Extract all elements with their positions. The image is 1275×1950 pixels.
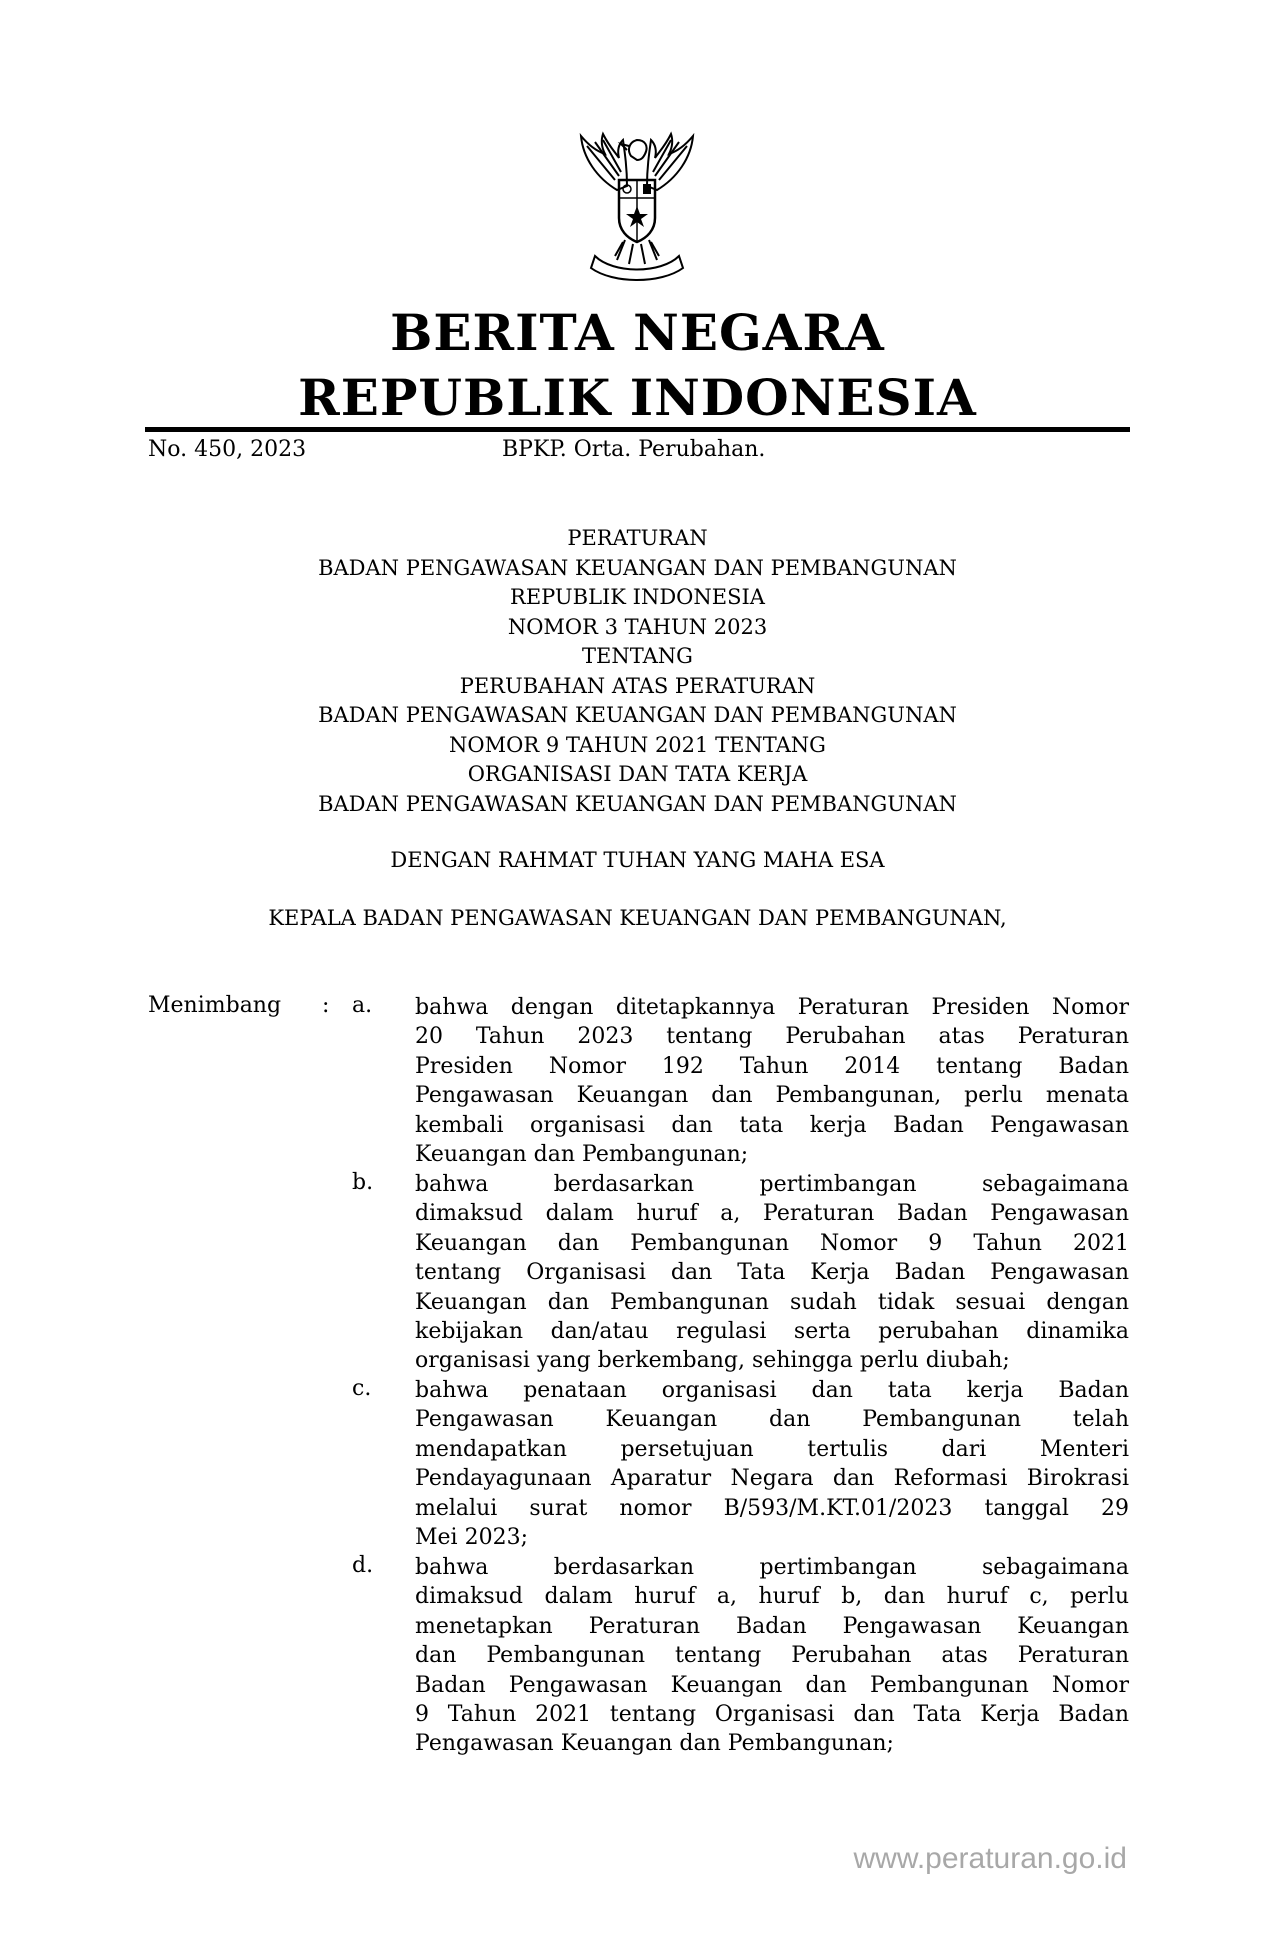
item-line: menetapkan Peraturan Badan Pengawasan Keuangan [415, 1613, 1129, 1639]
item-line: Badan Pengawasan Keuangan dan Pembangunan Nomor [415, 1672, 1129, 1698]
item-letter-c: c. [352, 1376, 372, 1401]
item-line: Presiden Nomor 192 Tahun 2014 tentang Badan [415, 1053, 1129, 1079]
item-line: tentang Organisasi dan Tata Kerja Badan Pengawasan [415, 1260, 1129, 1286]
item-line: bahwa berdasarkan pertimbangan sebagaimana [415, 1555, 1129, 1580]
title-line: PERATURAN [567, 526, 708, 550]
masthead-title-line1: BERITA NEGARA [390, 303, 885, 362]
title-line: NOMOR 3 TAHUN 2023 [507, 614, 768, 639]
item-line: Keuangan dan Pembangunan; [415, 1142, 749, 1168]
item-line: melalui surat nomor B/593/M.KT.01/2023 tanggal 29 [415, 1495, 1129, 1521]
consideration-item-a [415, 993, 1129, 1169]
item-letter-b: b. [352, 1170, 374, 1195]
item-line: Mei 2023; [415, 1525, 528, 1551]
consideration-item-c [415, 1376, 1129, 1552]
blessing-line: DENGAN RAHMAT TUHAN YANG MAHA ESA [390, 848, 885, 872]
item-line: Pengawasan Keuangan dan Pembangunan telah [415, 1407, 1129, 1433]
item-line: 20 Tahun 2023 tentang Perubahan atas Peraturan [415, 1024, 1129, 1050]
item-line: dan Pembangunan tentang Perubahan atas Peraturan [415, 1643, 1129, 1669]
title-line: BADAN PENGAWASAN KEUANGAN DAN PEMBANGUNAN [318, 703, 957, 727]
item-line: kembali organisasi dan tata kerja Badan Pengawasan [415, 1112, 1129, 1138]
authority-line: KEPALA BADAN PENGAWASAN KEUANGAN DAN PEMBANGUNAN, [268, 906, 1007, 930]
item-line: bahwa penataan organisasi dan tata kerja Badan [415, 1378, 1129, 1403]
item-line: Keuangan dan Pembangunan Nomor 9 Tahun 2021 [415, 1230, 1129, 1256]
item-line: 9 Tahun 2021 tentang Organisasi dan Tata Kerja Badan [415, 1702, 1129, 1728]
item-line: Pendayagunaan Aparatur Negara dan Reformasi Birokrasi [415, 1466, 1129, 1492]
title-line: BADAN PENGAWASAN KEUANGAN DAN PEMBANGUNAN [318, 555, 957, 580]
source-url: www.peraturan.go.id [853, 1842, 1127, 1875]
title-line: NOMOR 9 TAHUN 2021 TENTANG [449, 732, 826, 757]
item-line: mendapatkan persetujuan tertulis dari Menteri [415, 1436, 1129, 1462]
item-line: dimaksud dalam huruf a, huruf b, dan huruf c, perlu [415, 1584, 1129, 1610]
masthead-title-line2: REPUBLIK INDONESIA [298, 368, 977, 427]
consideration-item-d [415, 1553, 1129, 1759]
title-line: REPUBLIK INDONESIA [510, 585, 765, 609]
item-line: kebijakan dan/atau regulasi serta perubahan dinamika [415, 1319, 1129, 1345]
item-line: Keuangan dan Pembangunan sudah tidak sesuai dengan [415, 1289, 1129, 1315]
consideration-item-b [415, 1170, 1129, 1376]
item-line: Pengawasan Keuangan dan Pembangunan, perlu menata [415, 1083, 1129, 1109]
regulation-title [0, 524, 1275, 819]
item-line: dimaksud dalam huruf a, Peraturan Badan Pengawasan [415, 1201, 1129, 1227]
masthead-divider [145, 427, 1130, 432]
item-line: organisasi yang berkembang, sehingga perlu diubah; [415, 1348, 1010, 1374]
gazette-topic: BPKP. Orta. Perubahan. [502, 437, 766, 462]
item-line: Pengawasan Keuangan dan Pembangunan; [415, 1731, 894, 1757]
considerations-label: Menimbang [148, 993, 282, 1018]
item-letter-d: d. [352, 1553, 374, 1578]
title-line: ORGANISASI DAN TATA KERJA [467, 762, 808, 786]
title-line: BADAN PENGAWASAN KEUANGAN DAN PEMBANGUNAN [318, 791, 957, 816]
gazette-number: No. 450, 2023 [148, 437, 307, 462]
item-line: bahwa berdasarkan pertimbangan sebagaimana [415, 1172, 1129, 1197]
title-line: PERUBAHAN ATAS PERATURAN [459, 673, 816, 698]
item-line: bahwa dengan ditetapkannya Peraturan Presiden Nomor [415, 995, 1129, 1020]
title-line: TENTANG [582, 644, 693, 668]
considerations-colon: : [322, 993, 330, 1018]
item-letter-a: a. [352, 993, 373, 1018]
garuda-pancasila-emblem [557, 128, 717, 288]
